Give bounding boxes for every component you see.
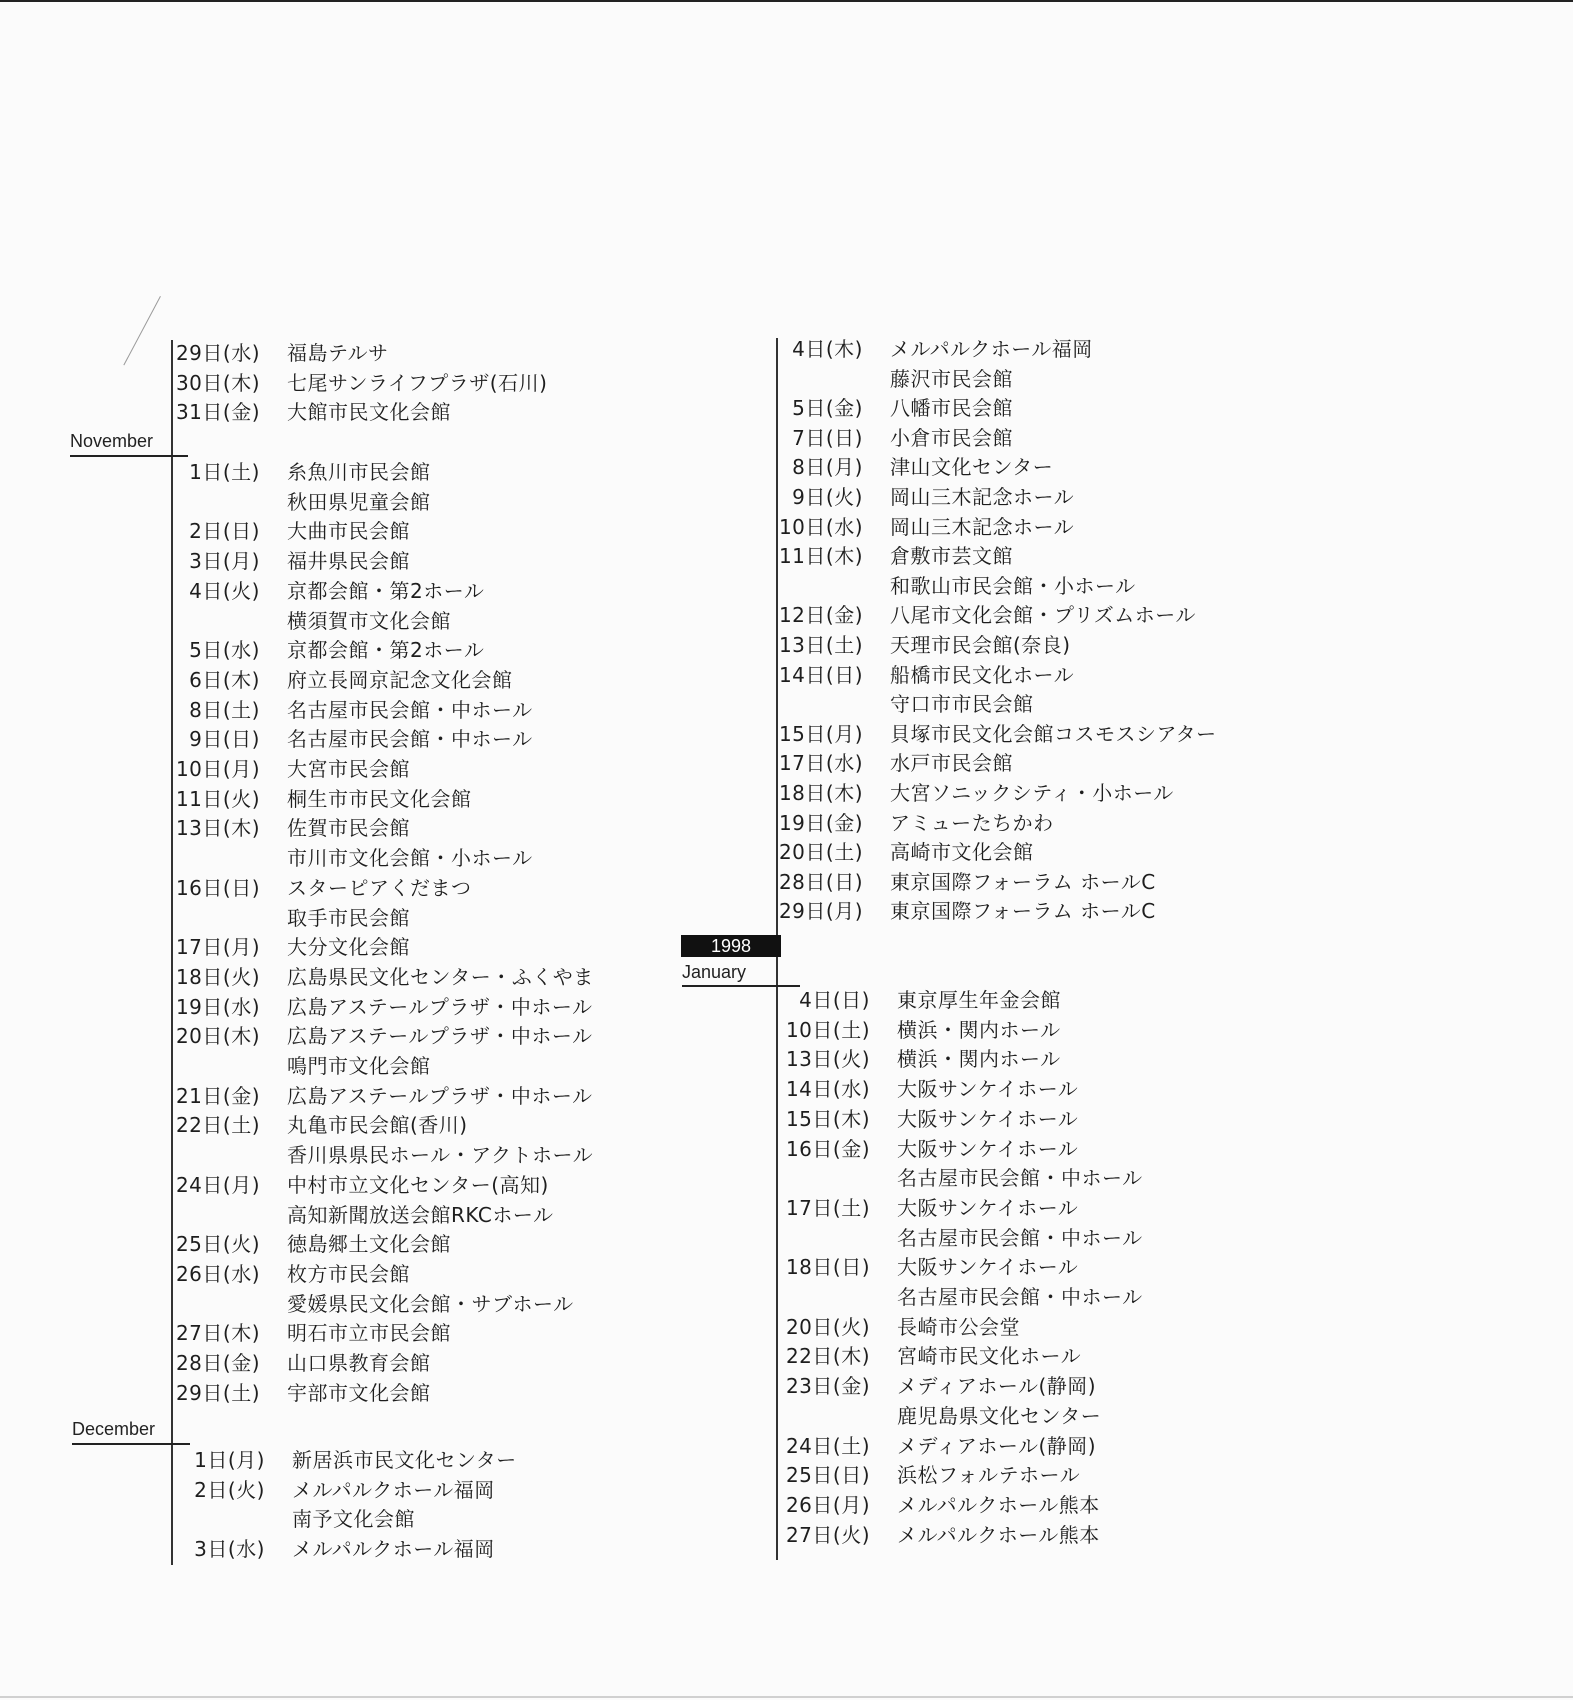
schedule-date: 31日(金) [175,400,260,425]
schedule-date: 10日(土) [785,1017,870,1042]
schedule-venue: 大阪サンケイホール [897,1195,1079,1220]
schedule-venue: 宮崎市民文化ホール [897,1344,1082,1369]
schedule-venue: 京都会館・第2ホール [287,638,485,663]
schedule-date: 17日(月) [175,935,260,960]
schedule-venue: 大分文化会館 [287,935,410,960]
schedule-date: 8日(土) [189,697,260,722]
schedule-venue: メルパルクホール福岡 [292,1477,495,1502]
schedule-venue: メルパルクホール熊本 [897,1522,1100,1547]
schedule-venue: 宇部市文化会館 [287,1380,431,1405]
schedule-date: 10日(月) [175,757,260,781]
schedule-date: 12日(金) [778,603,863,628]
schedule-date: 26日(水) [175,1261,260,1286]
schedule-date: 14日(水) [785,1077,870,1102]
schedule-date: 19日(水) [175,994,260,1019]
schedule-date: 16日(金) [785,1136,870,1161]
schedule-venue: 府立長岡京記念文化会館 [287,667,513,692]
bottom-edge-line [0,1696,1573,1698]
schedule-venue: 八尾市文化会館・プリズムホール [890,603,1196,628]
schedule-venue: 大宮ソニックシティ・小ホール [890,781,1174,805]
schedule-venue: 大阪サンケイホール [897,1136,1079,1161]
schedule-venue: 守口市市民会館 [890,692,1034,717]
schedule-date: 2日(火) [194,1477,265,1502]
schedule-venue: 名古屋市民会館・中ホール [897,1285,1143,1309]
schedule-date: 18日(木) [778,781,863,805]
schedule-date: 14日(日) [778,662,863,687]
schedule-venue: アミューたちかわ [890,810,1054,835]
schedule-venue: 中村市立文化センター(高知) [287,1172,549,1197]
schedule-venue: 東京厚生年金会館 [897,988,1061,1012]
schedule-venue: 佐賀市民会館 [287,816,410,841]
schedule-venue: 八幡市民会館 [890,396,1013,421]
schedule-venue: 広島アステールプラザ・中ホール [287,1083,593,1108]
schedule-date: 5日(水) [189,638,260,663]
schedule-date: 25日(火) [175,1232,260,1257]
schedule-venue: 藤沢市民会館 [890,366,1013,391]
schedule-venue: 大阪サンケイホール [897,1255,1079,1280]
schedule-venue: メルパルクホール福岡 [292,1537,495,1562]
schedule-venue: 東京国際フォーラム ホールC [890,869,1156,894]
schedule-date: 9日(火) [792,485,863,509]
schedule-date: 18日(火) [175,964,260,989]
schedule-date: 13日(土) [778,633,863,657]
schedule-date: 7日(日) [792,425,863,450]
schedule-venue: 名古屋市民会館・中ホール [897,1166,1143,1191]
schedule-date: 22日(木) [785,1344,870,1369]
schedule-date: 30日(木) [175,370,260,395]
schedule-venue: 桐生市市民文化会館 [287,786,472,811]
schedule-venue: スターピアくだまつ [287,875,472,900]
schedule-venue: 水戸市民会館 [890,751,1013,776]
year-badge: 1998 [681,935,781,957]
month-rule-december [72,1443,190,1445]
schedule-date: 29日(土) [175,1380,260,1405]
schedule-date: 5日(金) [792,396,863,421]
schedule-date: 4日(火) [189,578,260,603]
schedule-date: 27日(火) [785,1522,870,1547]
schedule-venue: 横浜・関内ホール [897,1017,1061,1042]
schedule-venue: 大曲市民会館 [287,519,410,544]
schedule-venue: 倉敷市芸文館 [890,544,1013,569]
schedule-venue: 香川県県民ホール・アクトホール [287,1143,594,1168]
schedule-venue: 鹿児島県文化センター [897,1403,1102,1428]
schedule-venue: 京都会館・第2ホール [287,578,485,603]
schedule-date: 22日(土) [175,1113,260,1138]
schedule-venue: メディアホール(静岡) [897,1374,1097,1399]
schedule-venue: 広島アステールプラザ・中ホール [287,994,593,1019]
schedule-date: 2日(日) [189,519,260,544]
schedule-venue: 浜松フォルテホール [897,1463,1081,1488]
schedule-venue: 小倉市民会館 [890,425,1013,450]
schedule-date: 15日(木) [785,1106,870,1131]
month-label-december: December [72,1419,156,1439]
schedule-venue: 大阪サンケイホール [897,1077,1079,1102]
schedule-venue: 市川市文化会館・小ホール [287,846,533,871]
schedule-venue: 広島アステールプラザ・中ホール [287,1024,593,1049]
schedule-venue: メルパルクホール熊本 [897,1492,1100,1517]
schedule-venue: 高知新聞放送会館RKCホール [287,1202,554,1227]
schedule-venue: 福島テルサ [287,341,389,365]
schedule-venue: 山口県教育会館 [287,1351,431,1375]
schedule-date: 4日(日) [799,988,870,1012]
schedule-venue: 津山文化センター [890,455,1054,480]
schedule-venue: 大阪サンケイホール [897,1106,1079,1131]
schedule-venue: 横浜・関内ホール [897,1047,1061,1072]
schedule-date: 17日(水) [778,751,863,776]
schedule-date: 27日(木) [175,1321,260,1346]
schedule-venue: 七尾サンライフプラザ(石川) [287,370,548,395]
schedule-venue: 糸魚川市民会館 [287,460,431,484]
schedule-date: 28日(日) [778,869,863,894]
schedule-venue: 貝塚市民文化会館コスモスシアター [890,721,1217,746]
schedule-venue: 徳島郷土文化会館 [287,1232,451,1257]
schedule-venue: 秋田県児童会館 [287,489,431,514]
schedule-date: 4日(木) [792,337,863,361]
schedule-venue: 大館市民文化会館 [287,400,451,425]
schedule-venue: 岡山三木記念ホール [890,485,1075,509]
month-label-january: January [682,962,747,982]
schedule-venue: 高崎市文化会館 [890,840,1034,865]
schedule-venue: メディアホール(静岡) [897,1433,1097,1458]
schedule-venue: 大宮市民会館 [287,757,410,781]
schedule-venue: 枚方市民会館 [287,1261,410,1286]
schedule-date: 3日(水) [194,1537,265,1562]
schedule-venue: 愛媛県民文化会館・サブホール [287,1291,574,1316]
schedule-venue: 広島県民文化センター・ふくやま [287,964,594,989]
schedule-venue: 丸亀市民会館(香川) [287,1113,468,1138]
schedule-date: 18日(日) [785,1255,870,1280]
schedule-date: 20日(火) [785,1314,870,1339]
schedule-date: 10日(水) [778,514,863,539]
schedule-date: 13日(火) [785,1047,870,1072]
schedule-venue: 名古屋市民会館・中ホール [287,697,533,722]
schedule-date: 6日(木) [189,667,260,692]
schedule-date: 21日(金) [175,1083,260,1108]
schedule-date: 13日(木) [175,816,260,841]
schedule-date: 23日(金) [785,1374,870,1399]
schedule-venue: 名古屋市民会館・中ホール [287,727,533,752]
schedule-date: 29日(月) [778,899,863,924]
schedule-date: 15日(月) [778,721,863,746]
schedule-venue: 新居浜市民文化センター [292,1448,517,1472]
schedule-date: 26日(月) [785,1492,870,1517]
schedule-date: 28日(金) [175,1351,260,1375]
schedule-date: 16日(日) [175,875,260,900]
schedule-venue: 南予文化会館 [292,1507,415,1532]
schedule-date: 8日(月) [792,455,863,480]
schedule-venue: 横須賀市文化会館 [287,608,451,633]
schedule-venue: 天理市民会館(奈良) [890,633,1071,657]
schedule-venue: 取手市民会館 [287,905,410,930]
schedule-date: 9日(日) [189,727,260,752]
schedule-date: 24日(土) [785,1433,870,1458]
schedule-venue: 和歌山市民会館・小ホール [890,573,1136,598]
schedule-venue: 明石市立市民会館 [287,1321,451,1346]
schedule-date: 19日(金) [778,810,863,835]
schedule-venue: 福井県民会館 [287,549,410,574]
schedule-venue: 長崎市公会堂 [897,1314,1020,1339]
schedule-venue: メルパルクホール福岡 [890,337,1093,361]
schedule-date: 24日(月) [175,1172,260,1197]
schedule-date: 1日(土) [189,460,260,484]
schedule-date: 17日(土) [785,1195,870,1220]
schedule-date: 1日(月) [194,1448,265,1472]
month-label-november: November [70,431,154,451]
schedule-venue: 名古屋市民会館・中ホール [897,1225,1143,1250]
schedule-venue: 東京国際フォーラム ホールC [890,899,1156,924]
scan-mark [123,296,161,365]
schedule-date: 11日(木) [778,544,863,569]
schedule-date: 25日(日) [785,1463,870,1488]
schedule-venue: 鳴門市文化会館 [287,1054,431,1078]
schedule-date: 3日(月) [189,549,260,574]
schedule-venue: 船橋市民文化ホール [890,662,1075,687]
schedule-date: 20日(土) [778,840,863,865]
top-edge-line [0,0,1573,2]
schedule-date: 11日(火) [175,786,260,811]
schedule-date: 29日(水) [175,341,260,365]
schedule-venue: 岡山三木記念ホール [890,514,1075,539]
schedule-date: 20日(木) [175,1024,260,1049]
